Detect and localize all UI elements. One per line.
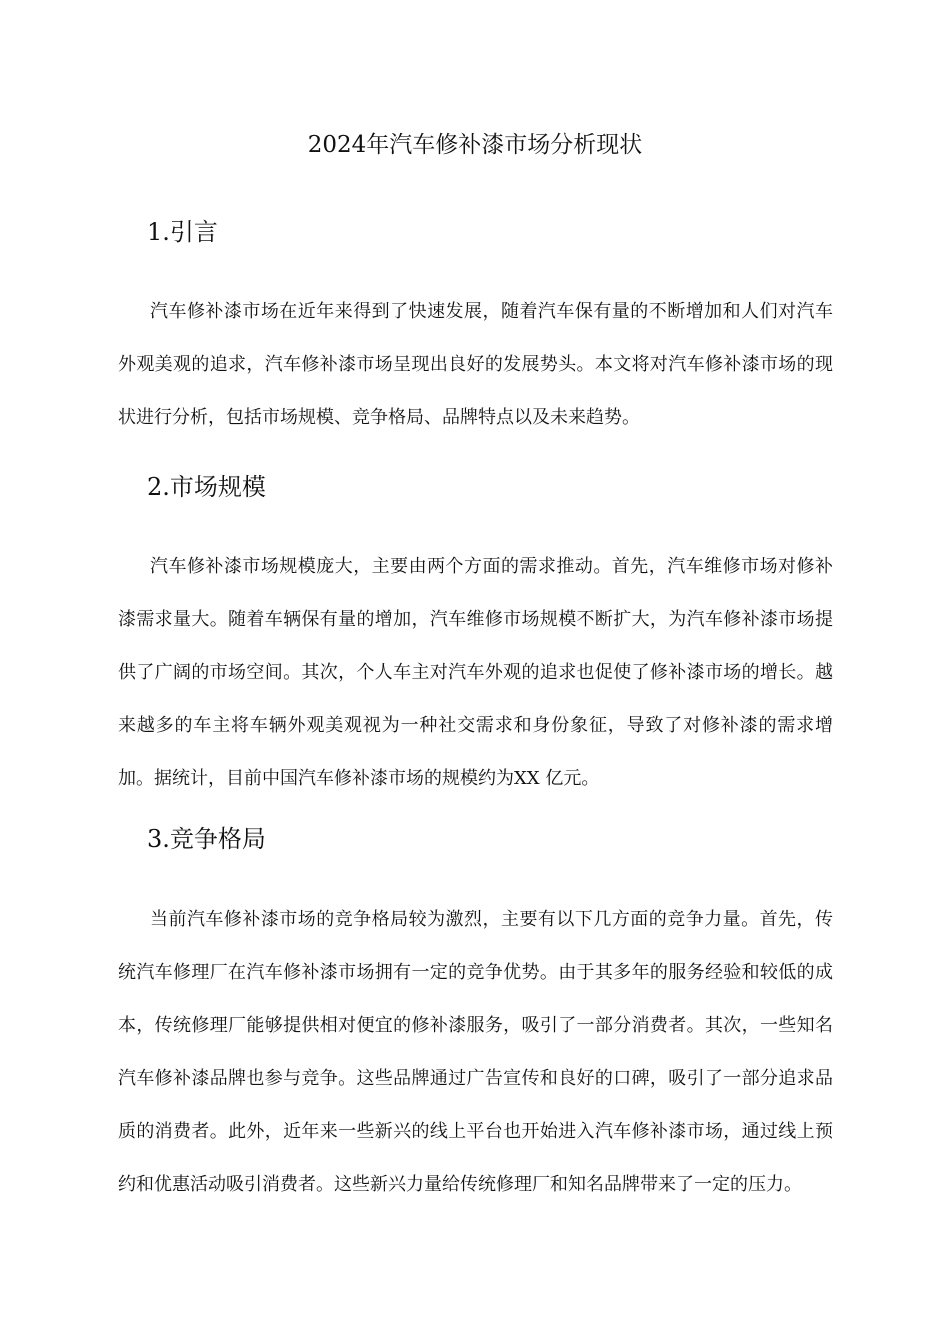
section-paragraph-market-size: 汽车修补漆市场规模庞大，主要由两个方面的需求推动。首先，汽车维修市场对修补漆需求量大。随着车辆保有量的增加，汽车维修市场规模不断扩大，为汽车修补漆市场提供了广阔的市场空间。其次，个人车主对汽车外观的追求也促使了修补漆市场的增长。越来越多的车主将车辆外观美观视为一种社交需求和身份象征，导致了对修补漆的需求增加。据统计，目前中国汽车修补漆市场的规模约为XX 亿元。 xyxy=(118,556,833,789)
section-paragraph-introduction: 汽车修补漆市场在近年来得到了快速发展，随着汽车保有量的不断增加和人们对汽车外观美观的追求，汽车修补漆市场呈现出良好的发展势头。本文将对汽车修补漆市场的现状进行分析，包括市场规模、竞争格局、品牌特点以及未来趋势。 xyxy=(118,301,833,428)
section-heading-competition: 3.竞争格局 xyxy=(147,825,266,853)
document-title: 2024年汽车修补漆市场分析现状 xyxy=(307,132,643,158)
section-paragraph-competition: 当前汽车修补漆市场的竞争格局较为激烈，主要有以下几方面的竞争力量。首先，传统汽车修理厂在汽车修补漆市场拥有一定的竞争优势。由于其多年的服务经验和较低的成本，传统修理厂能够提供相对便宜的修补漆服务，吸引了一部分消费者。其次，一些知名汽车修补漆品牌也参与竞争。这些品牌通过广告宣传和良好的口碑，吸引了一部分追求品质的消费者。此外，近年来一些新兴的线上平台也开始进入汽车修补漆市场，通过线上预约和优惠活动吸引消费者。这些新兴力量给传统修理厂和知名品牌带来了一定的压力。 xyxy=(118,909,833,1195)
section-heading-market-size: 2.市场规模 xyxy=(147,473,266,501)
section-heading-introduction: 1.引言 xyxy=(147,218,218,246)
